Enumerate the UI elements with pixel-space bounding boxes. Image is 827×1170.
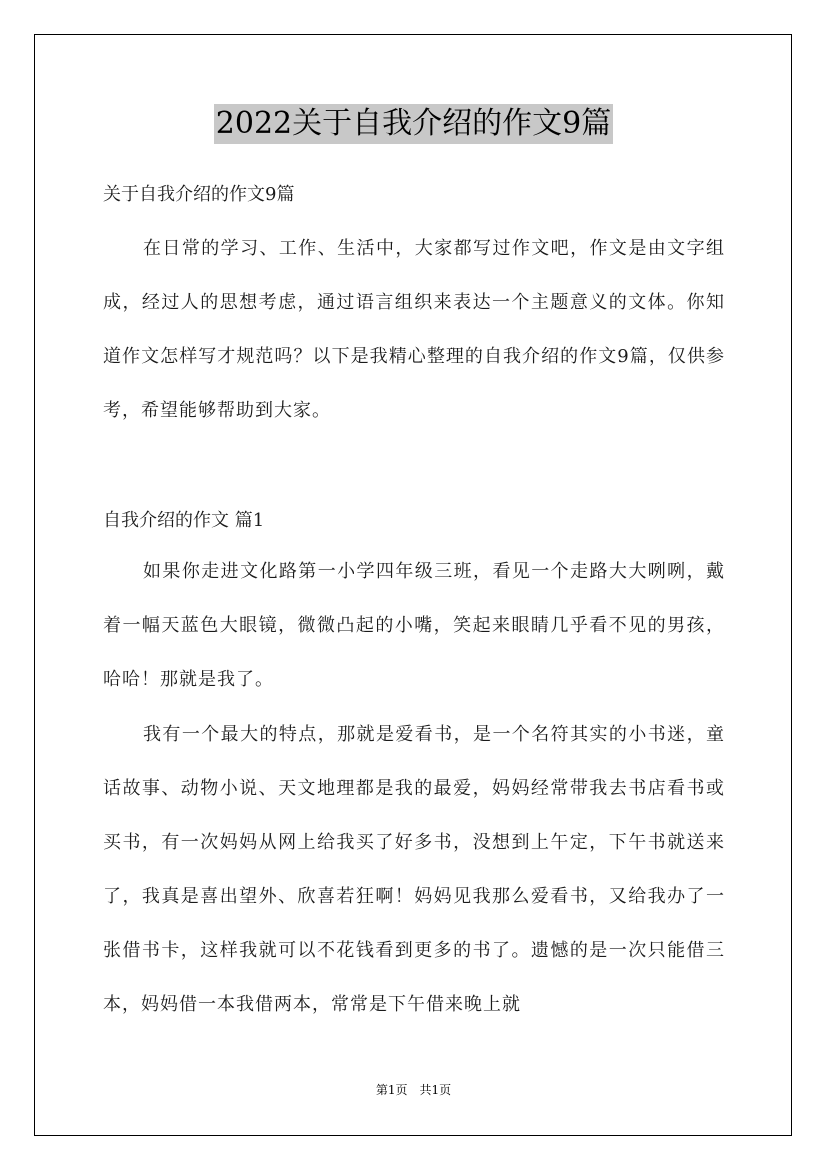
intro-heading: 关于自我介绍的作文9篇 <box>103 184 295 205</box>
body-paragraph-2: 我有一个最大的特点，那就是爱看书，是一个名符其实的小书迷，童话故事、动物小说、天文地理都是我的最爱，妈妈经常带我去书店看书或买书，有一次妈妈从网上给我买了好多书，没想到上午定，下午书就送来了，我真是喜出望外、欣喜若狂啊！妈妈见我那么爱看书，又给我办了一张借书卡，这样我就可以不花钱看到更多的书了。遗憾的是一次只能借三本，妈妈借一本我借两本，常常是下午借来晚上就 <box>103 724 725 1015</box>
document-title: 2022关于自我介绍的作文9篇 <box>214 104 613 144</box>
body-paragraph-1: 如果你走进文化路第一小学四年级三班，看见一个走路大大咧咧，戴着一幅天蓝色大眼镜，微微凸起的小嘴，笑起来眼睛几乎看不见的男孩，哈哈！那就是我了。 <box>103 561 725 690</box>
page-footer: 第1页 共1页 <box>375 1083 452 1097</box>
intro-paragraph: 在日常的学习、工作、生活中，大家都写过作文吧，作文是由文字组成，经过人的思想考虑，通过语言组织来表达一个主题意义的文体。你知道作文怎样写才规范吗？以下是我精心整理的自我介绍的作文9篇，仅供参考，希望能够帮助到大家。 <box>103 238 725 421</box>
title-container <box>0 104 827 144</box>
section-heading: 自我介绍的作文 篇1 <box>103 510 265 531</box>
